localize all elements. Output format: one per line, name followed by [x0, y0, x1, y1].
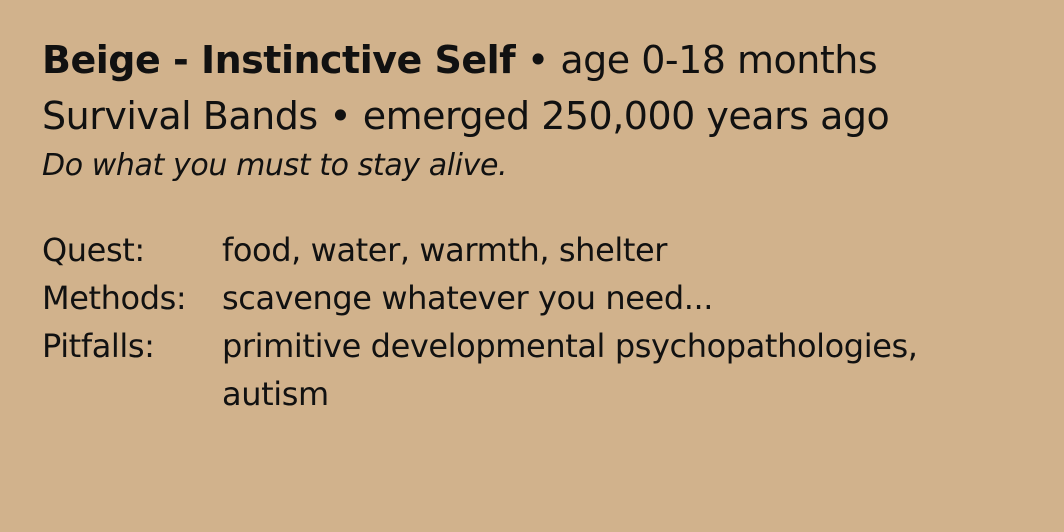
separator-dot: •	[329, 94, 352, 138]
detail-row-pitfalls	[42, 322, 1024, 418]
stage-title: Beige - Instinctive Self	[42, 38, 516, 82]
emergence-date: emerged 250,000 years ago	[362, 94, 890, 138]
detail-value: primitive developmental psychopathologies, autism	[222, 327, 918, 413]
header-line-1	[42, 32, 1024, 88]
header-line-2	[42, 88, 1024, 144]
age-range: age 0-18 months	[560, 38, 878, 82]
society-type: Survival Bands	[42, 94, 318, 138]
detail-value: scavenge whatever you need...	[222, 279, 714, 317]
detail-row-quest	[42, 226, 1024, 274]
detail-label: Pitfalls:	[42, 327, 155, 365]
stage-tagline: Do what you must to stay alive.	[42, 148, 508, 183]
detail-row-methods	[42, 274, 1024, 322]
detail-label: Methods:	[42, 279, 187, 317]
detail-label: Quest:	[42, 231, 145, 269]
detail-value: food, water, warmth, shelter	[222, 231, 668, 269]
details-list	[42, 226, 1024, 418]
separator-dot: •	[526, 38, 549, 82]
